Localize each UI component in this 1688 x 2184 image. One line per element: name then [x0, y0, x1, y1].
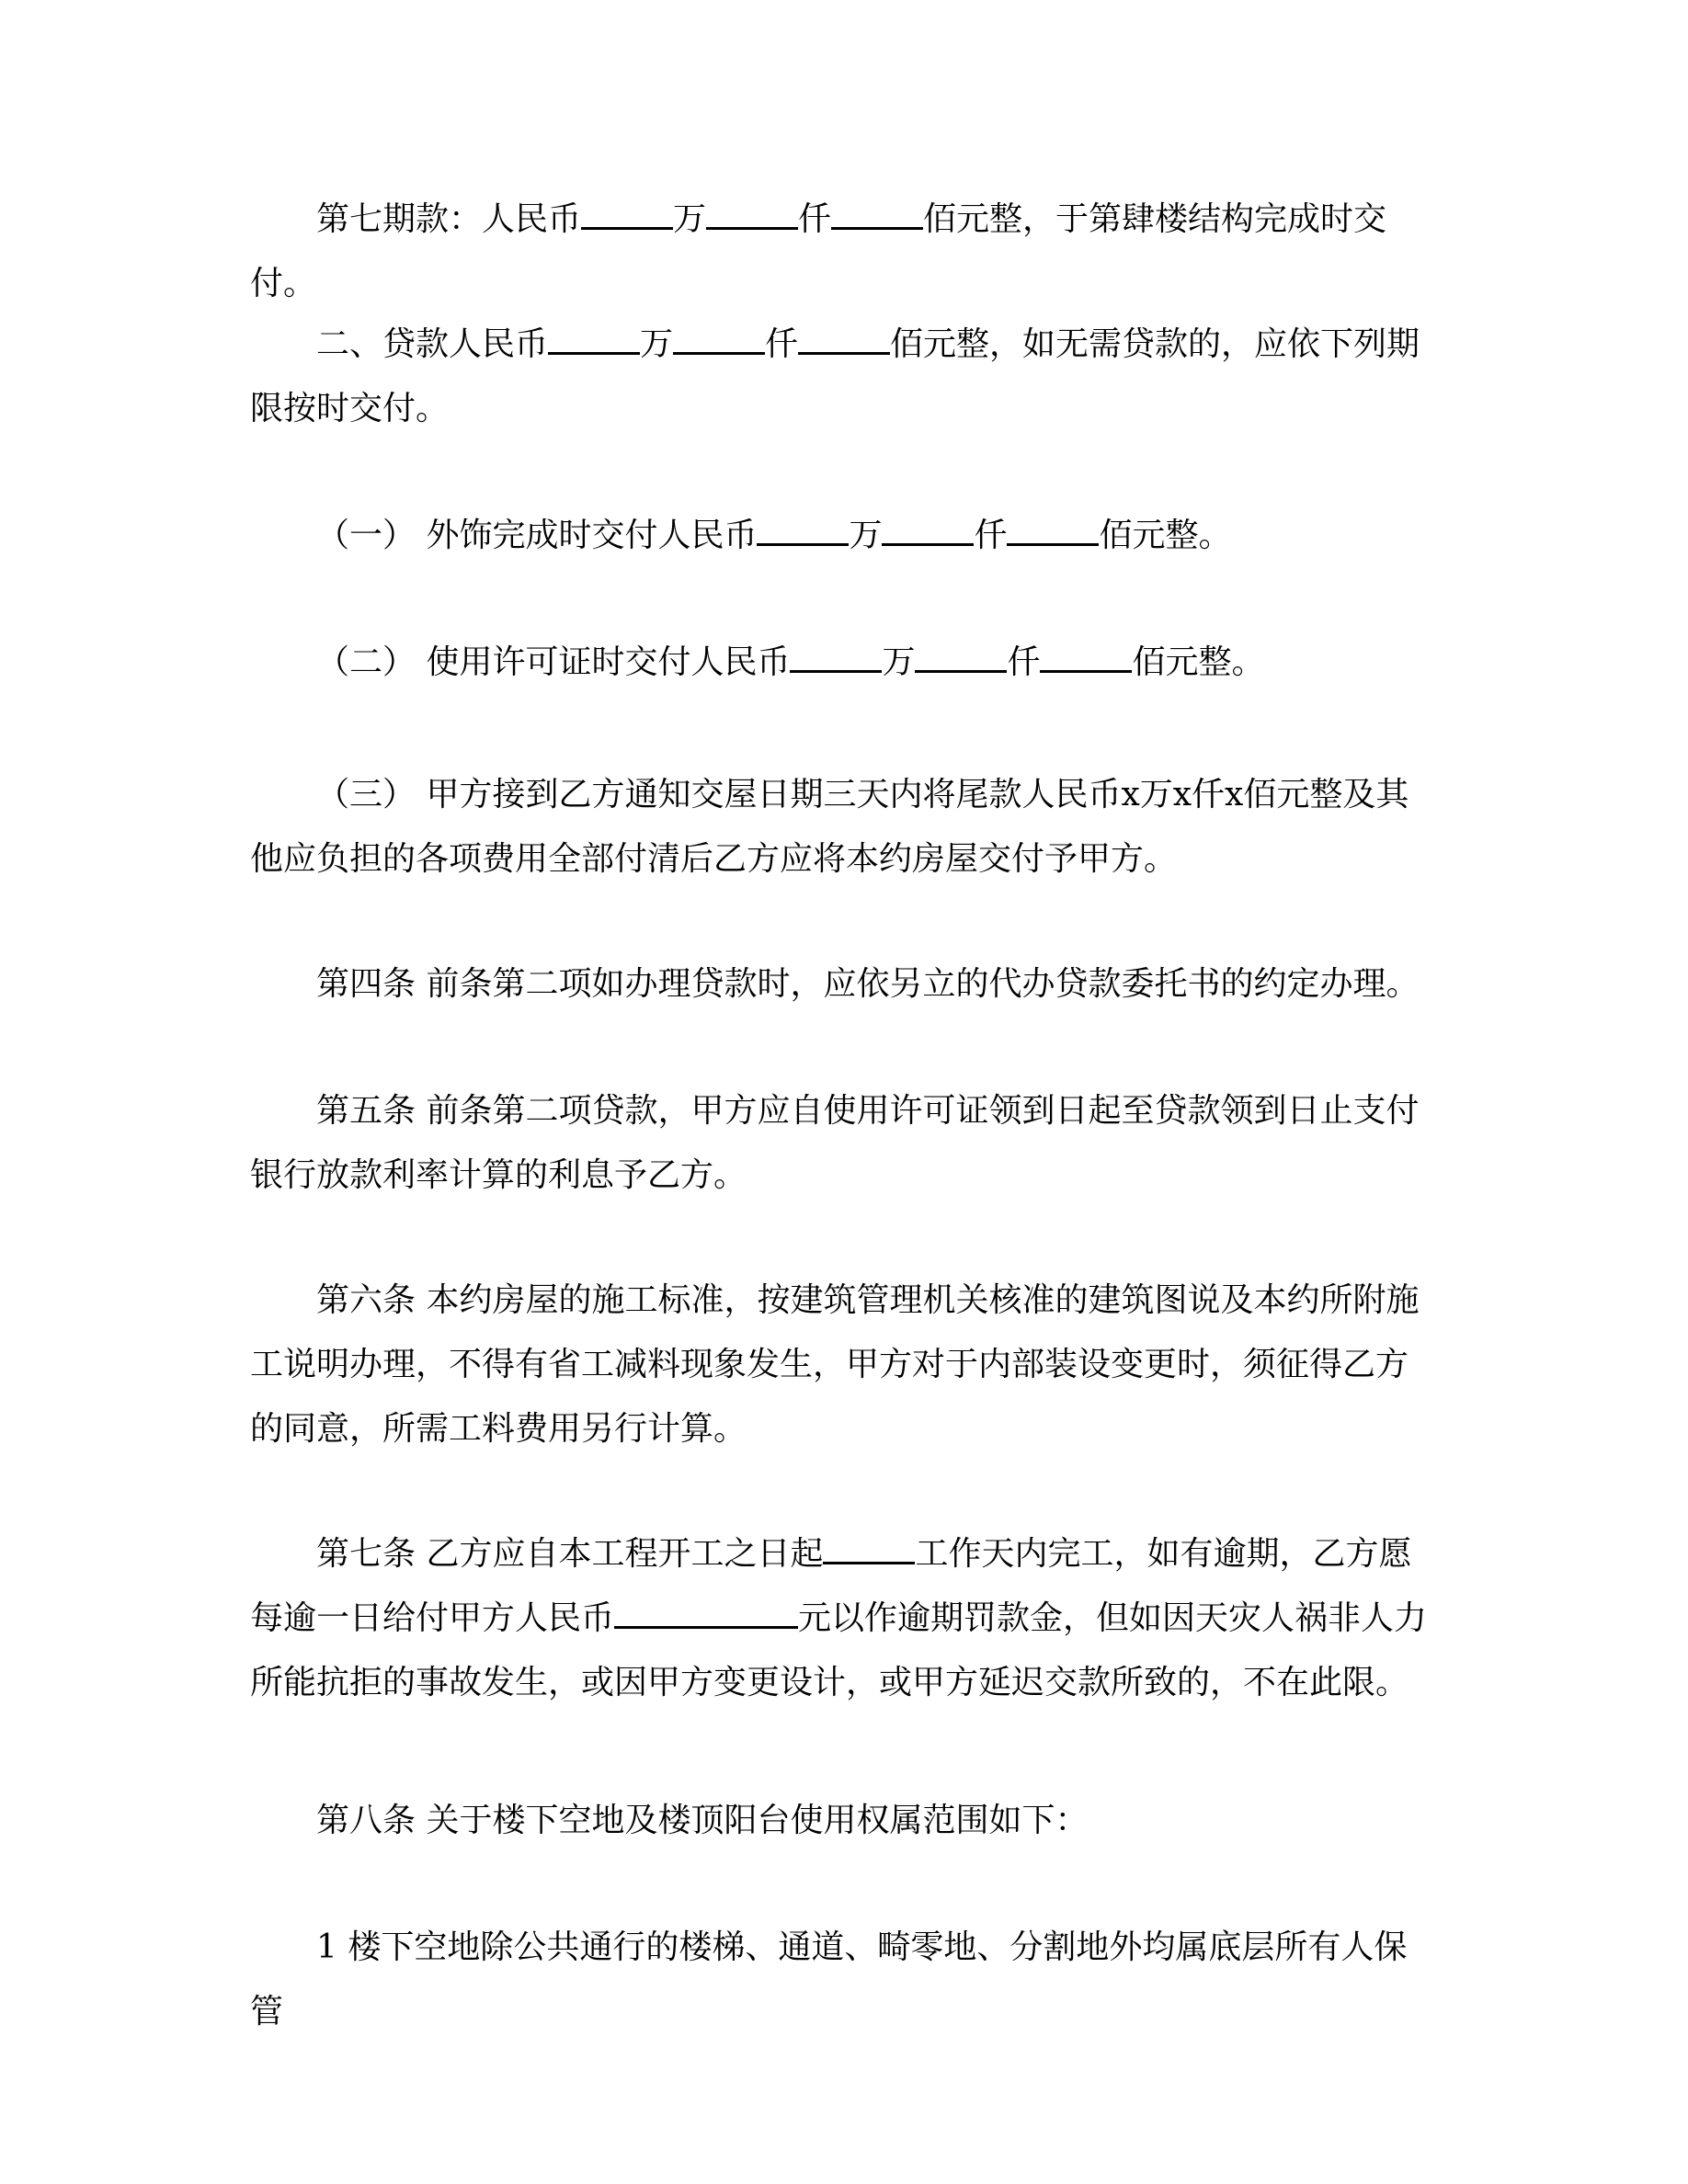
paragraph-item-8-1: 1 楼下空地除公共通行的楼梯、通道、畸零地、分割地外均属底层所有人保管 [250, 1928, 1408, 2030]
blank-field [548, 321, 640, 355]
paragraph-loan: 二、贷款人民币 万 仟 佰元整，如无需贷款的，应依下列期限按时交付。 [250, 313, 1436, 441]
paragraph-article-5: 第五条 前条第二项贷款，甲方应自使用许可证领到日起至贷款领到日止支付银行放款利率计算的利息予乙方。 [250, 1092, 1420, 1194]
blank-field [581, 196, 673, 230]
blank-field [1040, 639, 1132, 673]
blank-field [798, 321, 890, 355]
paragraph-article-8: 第八条 关于楼下空地及楼顶阳台使用权属范围如下： [316, 1802, 1089, 1839]
blank-field [673, 321, 765, 355]
paragraph-article-6: 第六条 本约房屋的施工标准，按建筑管理机关核准的建筑图说及本约所附施工说明办理，不得有省工减料现象发生，甲方对于内部装设变更时，须征得乙方的同意，所需工料费用另行计算。 [250, 1281, 1420, 1448]
paragraph-item-2: （二） 使用许可证时交付人民币 万 仟 佰元整。 [250, 631, 1436, 695]
blank-field [831, 196, 923, 230]
blank-field [882, 512, 974, 546]
paragraph-item-3: （三） 甲方接到乙方通知交屋日期三天内将尾款人民币x万x仟x佰元整及其他应负担的各项费用全部付清后乙方应将本约房屋交付予甲方。 [250, 776, 1409, 878]
blank-field [614, 1595, 798, 1629]
paragraph-item-1: （一） 外饰完成时交付人民币 万 仟 佰元整。 [250, 504, 1436, 568]
blank-field [915, 639, 1007, 673]
blank-field [790, 639, 882, 673]
blank-field [757, 512, 849, 546]
paragraph-article-7: 第七条 乙方应自本工程开工之日起 工作天内完工，如有逾期，乙方愿每逾一日给付甲方人民币 元以作逾期罚款金，但如因天灾人祸非人力所能抗拒的事故发生，或因甲方变更设计，或甲方延迟交款所致的，不在此限。 [250, 1522, 1436, 1715]
paragraph-article-4: 第四条 前条第二项如办理贷款时，应依另立的代办贷款委托书的约定办理。 [316, 965, 1420, 1003]
paragraph-payment-7: 第七期款：人民币 万 仟 佰元整，于第肆楼结构完成时交付。 [250, 188, 1436, 316]
blank-field [1007, 512, 1099, 546]
blank-field [823, 1530, 915, 1564]
blank-field [706, 196, 798, 230]
